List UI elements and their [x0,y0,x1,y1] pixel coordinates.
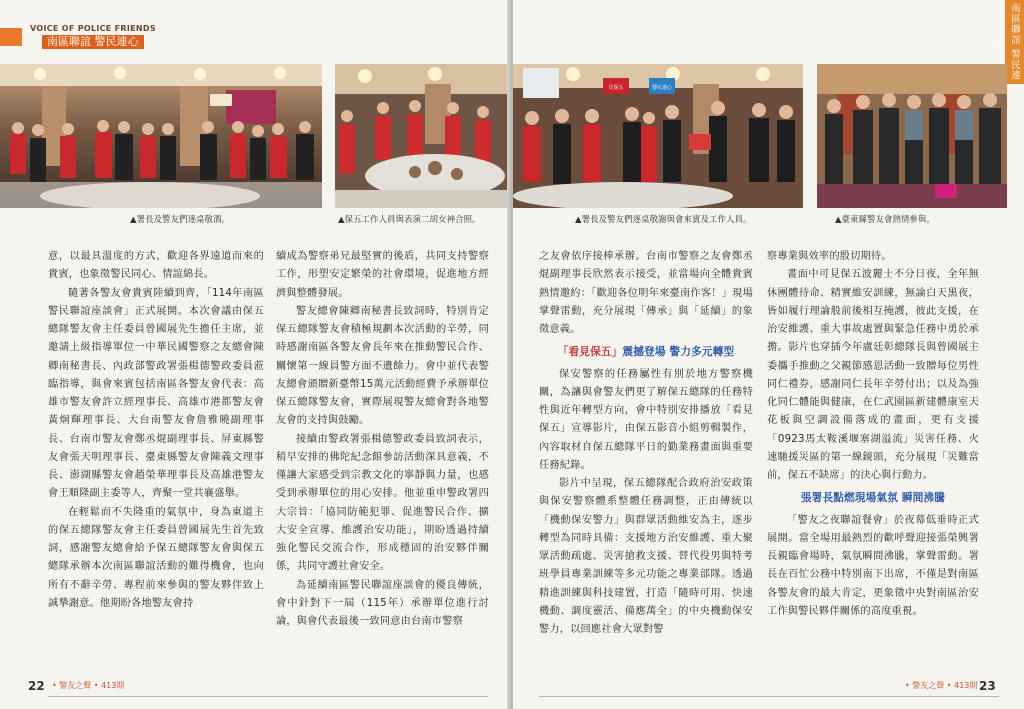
section-heading: 張署長點燃現場氣氛 瞬間沸騰 [800,492,946,505]
paragraph: 續成為警察弟兄最堅實的後盾，共同支持警察工作，形塑安定繁榮的社會環境，促進地方經濟與整體發展。 [276,251,489,299]
photo-caption: ▲署長及警友們逐桌敬謝與會來賓及工作人員。 [575,215,752,225]
section-header [0,24,185,50]
photo-caption: ▲署長及警友們逐桌敬酒。 [130,215,231,225]
text-column-4 [767,248,979,621]
photo-caption: ▲臺東縣警友會熱情參與。 [835,215,936,225]
paragraph: 意，以最具溫度的方式，歡迎各界遠道而來的貴賓，也象徵警民同心、情誼綿長。 [48,251,264,281]
paragraph: 察專業與效率的殷切期待。 [767,251,892,262]
photo-erhu-performer [335,64,511,208]
paragraph: 「警友之夜聯誼餐會」於夜幕低垂時正式展開。當全場用最熱烈的歡呼聲迎接張榮興署長親臨會場時，氣氛瞬間沸騰，掌聲雷動。署長在百忙公務中特別南下出席，不僅是對南區各警友會的最大肯定，更象徵中央對南區治安工作與警民夥伴關係的高度重視。 [767,514,979,617]
photo-toast-tables [0,64,322,208]
text-column-3 [539,248,753,639]
photo-caption: ▲保五工作人員與表演二胡女神合照。 [338,215,481,225]
header-zh-title: 南區聯誼 警民連心 [42,35,144,49]
right-page [513,0,1024,709]
paragraph: 影片中呈現，保五總隊配合政府治安政策與保安警察體系整體任務調整，正由傳統以「機動保安警力」與群眾活動維安為主，逐步轉型為同時具備：支援地方治安維護、重大聚眾活動疏處、災害搶救支援、替代役男與特考班學員專業訓練等多元功能之專業部隊。透過精進訓練與科技建置，打造「隨時可用、快速機動、調度靈活、備應萬全」的中央機動保安警力，以回應社會大眾對警 [539,478,753,635]
text-column-1 [48,248,264,613]
paragraph: 為延續南區警民聯誼座談會的優良傳統，會中針對下一屆（115年）承辦單位進行討論，與會代表最後一致同意由台南市警察 [276,579,489,627]
magazine-issue: • 警友之聲 • 413期 [52,681,125,690]
footer-rule [539,696,999,697]
header-en-title: VOICE OF POLICE FRIENDS [30,24,156,33]
paragraph: 畫面中可見保五波麗士不分日夜，全年無休團體待命、精實維安訓練，無論白天黑夜，皆如履行理論般前後相互掩護，彼此支援，在治安維護、重大事故處置與緊急任務中勇於承擔。影片也穿插今年盧廷彰總隊長與曾國展主委攜手推動之父親節感恩活動一致贈每位男性同仁禮券，感謝同仁長年辛勞付出；以及為強化同仁體能與健康，在仁武園區新建體康室天花板與空調設備落成的畫面，更有支援「0923馬太鞍溪堰塞湖溢流」災害任務、火速馳援災區的第一線鏡頭，充分展現「災難當前，保五不缺席」的決心與行動力。 [767,269,979,481]
photo-taitung-members [817,64,1007,208]
left-page [0,0,511,709]
paragraph: 在輕鬆而不失隆重的氣氛中，身為東道主的保五總隊警友會主任委員曾國展先生首先致詞，感謝警友總會給予保五總隊警友會與保五總隊承辦本次南區聯誼活動的難得機會，也向所有不辭辛勞、專程前來參與的警友夥伴致上誠摯謝意。他期盼各地警友會持 [48,506,264,609]
paragraph: 之友會依序接棒承辦。台南市警察之友會鄭丞焜副理事長欣然表示接受，並當場向全體貴賓熱情邀約：「歡迎各位明年來臺南作客！」現場掌聲雷動，充分展現「傳承」與「延續」的象徵意義。 [539,251,753,335]
paragraph: 警友總會陳卿南秘書長致詞時，特別肯定保五總隊警友會積極規劃本次活動的辛勞，同時感謝南區各警友會長年來在推動警民合作、關懷第一線員警方面不遺餘力。會中並代表警友總會頒贈新臺幣15萬元活動經費予承辦單位保五總隊警友會，實際展現警友總會對各地警友會的支持與鼓勵。 [276,305,489,427]
footer-rule [48,696,488,697]
paragraph: 隨著各警友會貴賓陸續到齊，「114年南區警民聯誼座談會」正式展開。本次會議由保五總隊警友會主任委員曾國展先生擔任主席，並邀請上級指導單位一中華民國警察之友總會陳卿南秘書長、內政部警政署張楫德警政委員蒞臨指導，與會來賓包括南區各警友會代表：高雄市警友會許立經理事長、高雄市港都警友會黃炯輝理事長、大台南警友會詹雅曉副理事長、台南市警友會鄭丞焜副理事長、屏東縣警友會張天明理事長、臺東縣警友會陳義文理事長、澎湖縣警友會趙榮華理事長及高雄港警友會王順隆副主委等人，齊聚一堂共襄盛舉。 [48,287,264,500]
heading-rest: 震撼登場 警力多元轉型 [622,346,735,359]
sign-text: 見保五 [608,85,624,91]
magazine-issue: • 警友之聲 • 413期 [905,681,978,690]
heading-quote: 「看見保五」 [557,346,623,359]
section-heading [539,343,753,361]
section-side-tab: 南區聯誼 警民連心 [1005,0,1024,84]
paragraph: 接續由警政署張楫德警政委員致詞表示，稍早安排的佛陀紀念館參訪活動深具意義，不僅讓大家感受到宗教文化的寧靜與力量，也感受到承辦單位的用心安排。他並重申警政署四大宗旨：「協同防範犯罪、促進警民合作、擴大安全宣導、維護治安功能」，期盼透過持續強化警民交流合作，形成穩固的治安夥伴關係，共同守護社會安全。 [276,433,489,573]
header-accent-bar [0,28,22,46]
photo-thanking-guests [513,64,803,208]
text-column-2 [276,248,489,631]
page-number: 23 [979,679,996,693]
paragraph: 保安警察的任務屬性有別於地方警察機關，為讓與會警友們更了解保五總隊的任務特性與近年轉型方向，會中特別安排播放「看見保五」宣導影片，由保五影音小組剪輯製作，內容取材自保五總隊平日的勤業務畫面與重要任務紀錄。 [539,368,753,471]
sign-text: 警民連心 [651,85,673,91]
page-number: 22 [28,679,45,693]
